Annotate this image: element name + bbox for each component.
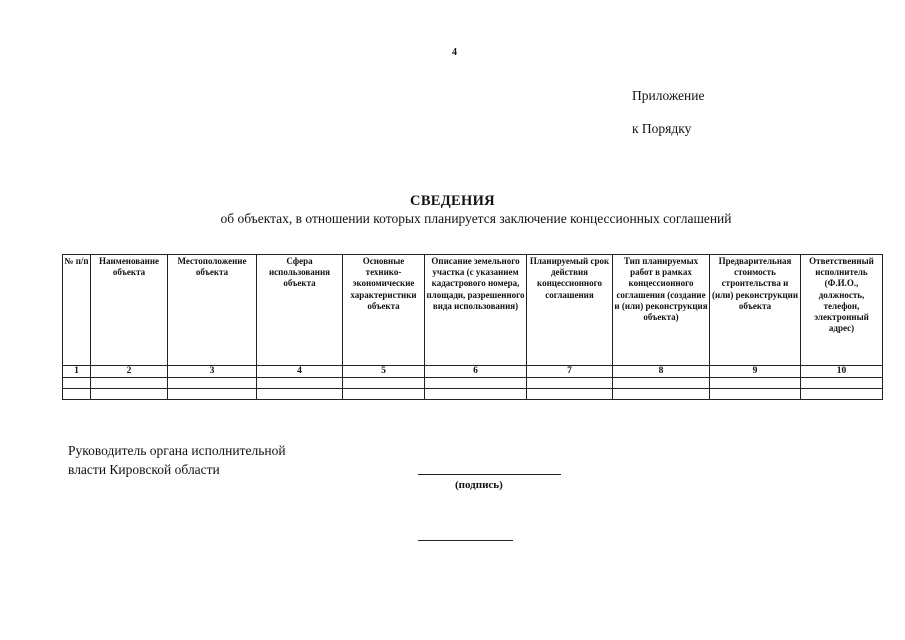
table-cell (710, 378, 801, 389)
column-number-cell: 2 (91, 366, 168, 378)
table-header-row (63, 255, 883, 366)
table-cell (613, 389, 710, 400)
header-cell-characteristics: Основные технико-экономические характеристики объекта (343, 255, 425, 366)
header-cell-works-type: Тип планируемых работ в рамках концессионного соглашения (создание и (или) реконструкция объекта) (613, 255, 710, 366)
signatory-title-line2: власти Кировской области (68, 462, 220, 477)
table-column-numbers-row (63, 366, 883, 378)
table-cell (257, 378, 343, 389)
table-row (63, 389, 883, 400)
table-cell (63, 389, 91, 400)
table-cell (425, 378, 527, 389)
appendix-label: Приложение (632, 88, 705, 103)
date-line (418, 540, 513, 541)
table-cell (343, 378, 425, 389)
page-number: 4 (452, 47, 457, 58)
header-cell-cost: Предварительная стоимость строительства и (или) реконструкции объекта (710, 255, 801, 366)
column-number-cell: 7 (527, 366, 613, 378)
column-number-cell: 8 (613, 366, 710, 378)
table-cell (343, 389, 425, 400)
header-cell-sphere: Сфера использования объекта (257, 255, 343, 366)
column-number-cell: 10 (801, 366, 883, 378)
objects-table (62, 254, 883, 400)
header-cell-land-plot: Описание земельного участка (с указанием кадастрового номера, площади, разрешенного вида использования) (425, 255, 527, 366)
table-cell (613, 378, 710, 389)
table-cell (91, 378, 168, 389)
document-title: СВЕДЕНИЯ (410, 193, 495, 209)
column-number-cell: 3 (168, 366, 257, 378)
table-cell (801, 378, 883, 389)
table-cell (63, 378, 91, 389)
column-number-cell: 1 (63, 366, 91, 378)
signatory-title-line1: Руководитель органа исполнительной (68, 443, 286, 458)
table-cell (91, 389, 168, 400)
signature-caption: (подпись) (455, 479, 503, 491)
header-cell-number: № п/п (63, 255, 91, 366)
header-cell-name: Наименование объекта (91, 255, 168, 366)
table-cell (527, 378, 613, 389)
table-cell (710, 389, 801, 400)
table-cell (257, 389, 343, 400)
signature-line (418, 474, 561, 475)
column-number-cell: 4 (257, 366, 343, 378)
column-number-cell: 6 (425, 366, 527, 378)
table-cell (801, 389, 883, 400)
document-subtitle: об объектах, в отношении которых планируется заключение концессионных соглашений (220, 211, 732, 226)
header-cell-location: Местоположение объекта (168, 255, 257, 366)
column-number-cell: 5 (343, 366, 425, 378)
table-cell (168, 378, 257, 389)
table-row (63, 378, 883, 389)
appendix-reference: к Порядку (632, 121, 692, 136)
table-cell (527, 389, 613, 400)
header-cell-term: Планируемый срок действия концессионного соглашения (527, 255, 613, 366)
table-cell (425, 389, 527, 400)
column-number-cell: 9 (710, 366, 801, 378)
table-cell (168, 389, 257, 400)
header-cell-responsible: Ответственный исполнитель (Ф.И.О., должность, телефон, электронный адрес) (801, 255, 883, 366)
